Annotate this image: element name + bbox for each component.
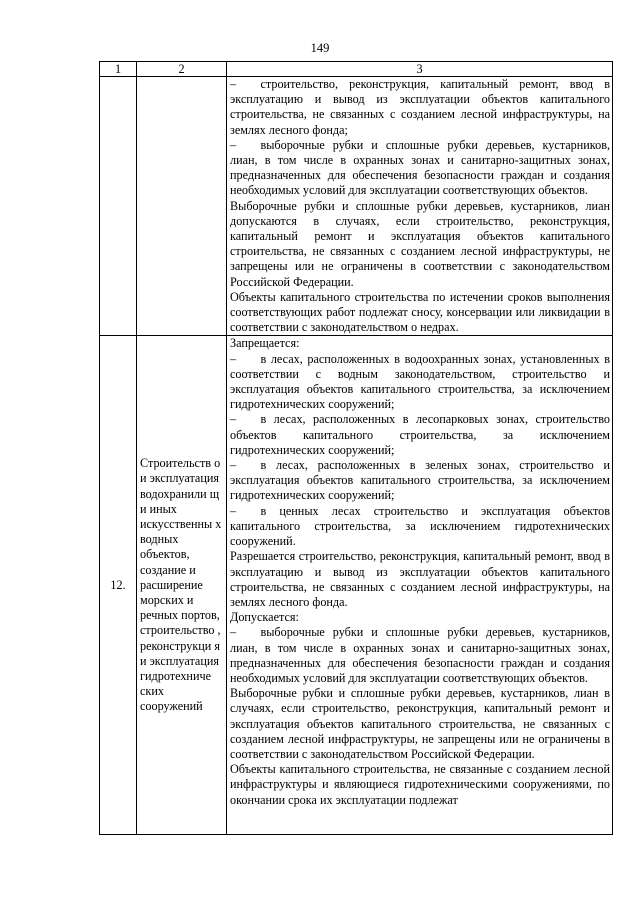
- page-number: 149: [310, 41, 330, 55]
- row-name-cell: [137, 77, 227, 336]
- row-text-cell: [227, 77, 613, 336]
- paragraph: Запрещается:: [230, 336, 300, 351]
- paragraph: – в лесах, расположенных в лесопарковых зонах, строительство объектов капитального строительства, за исключением гидротехнических сооружений;: [230, 412, 610, 457]
- paragraph: Допускается:: [230, 610, 299, 625]
- column-header-2: 2: [137, 62, 227, 77]
- paragraph: – в ценных лесах строительство и эксплуатация объектов капитального строительства, за исключением гидротехнических сооружений.: [230, 503, 610, 549]
- table-header-row: [100, 62, 613, 77]
- paragraph: – в лесах, расположенных в водоохранных зонах, установленных в соответствии с водным законодательством, строительство и эксплуатация объектов капитального строительства, за исключением гидротехнических сооружений;: [230, 351, 610, 412]
- table-row-12: [100, 336, 613, 835]
- table-row-continued: [100, 77, 613, 336]
- paragraph: Разрешается строительство, реконструкция, капитальный ремонт, ввод в эксплуатацию и вывод из эксплуатации объектов капитального строительства, не связанных с созданием лесной инфраструктуры, на землях лесного фонда.: [230, 549, 610, 609]
- regulation-table: [99, 61, 613, 835]
- paragraph: – выборочные рубки и сплошные рубки деревьев, кустарников, лиан, в том числе в охранных зонах и санитарно-защитных зонах, предназначенных для обеспечения безопасности граждан и создания необходимых условий для эксплуатации соответствующих объектов.: [230, 625, 610, 685]
- paragraph: Выборочные рубки и сплошные рубки деревьев, кустарников, лиан в случаях, если строительство, реконструкция, капитальный ремонт и эксплуатация объектов капитального строительства, не связанных с созданием лесной инфраструктуры, не запрещены или не ограничены в соответствии с законодательством Российской Федерации.: [230, 686, 610, 761]
- paragraph: – выборочные рубки и сплошные рубки деревьев, кустарников, лиан, в том числе в охранных зонах и санитарно-защитных зонах, предназначенных для обеспечения безопасности граждан и создания необходимых условий для эксплуатации соответствующих объектов.: [230, 137, 610, 198]
- column-header-3: 3: [227, 62, 613, 77]
- row-name-cell: Строительств о и эксплуатация водохранили щ и иных искусственны х водных объектов, создание и расширение морских и речных портов, строительство , реконструкци я и эксплуатация гидротехниче ских сооружений: [137, 336, 227, 835]
- paragraph: Выборочные рубки и сплошные рубки деревьев, кустарников, лиан допускаются в случаях, если строительство, реконструкция, капитальный ремонт и эксплуатация объектов капитального строительства, не связанных с созданием лесной инфраструктуры, не запрещены или не ограничены в соответствии с законодательством Российской Федерации.: [230, 198, 610, 289]
- paragraph: Объекты капитального строительства, не связанные с созданием лесной инфраструктуры и являющиеся гидротехническими сооружениями, по окончании срока их эксплуатации подлежат: [230, 762, 610, 807]
- paragraph: Объекты капитального строительства по истечении сроков выполнения соответствующих работ подлежат сносу, консервации или ликвидации в соответствии с законодательством о недрах.: [230, 289, 610, 335]
- row-number-cell: [100, 77, 137, 336]
- column-header-1: 1: [100, 62, 137, 77]
- paragraph: – в лесах, расположенных в зеленых зонах, строительство и эксплуатация объектов капитального строительства, за исключением гидротехнических сооружений;: [230, 458, 610, 503]
- paragraph: – строительство, реконструкция, капитальный ремонт, ввод в эксплуатацию и вывод из эксплуатации объектов капитального строительства, не связанных с созданием лесной инфраструктуры, на землях лесного фонда;: [230, 77, 610, 137]
- row-text-cell: [227, 336, 613, 835]
- row-number-cell: 12.: [100, 336, 137, 835]
